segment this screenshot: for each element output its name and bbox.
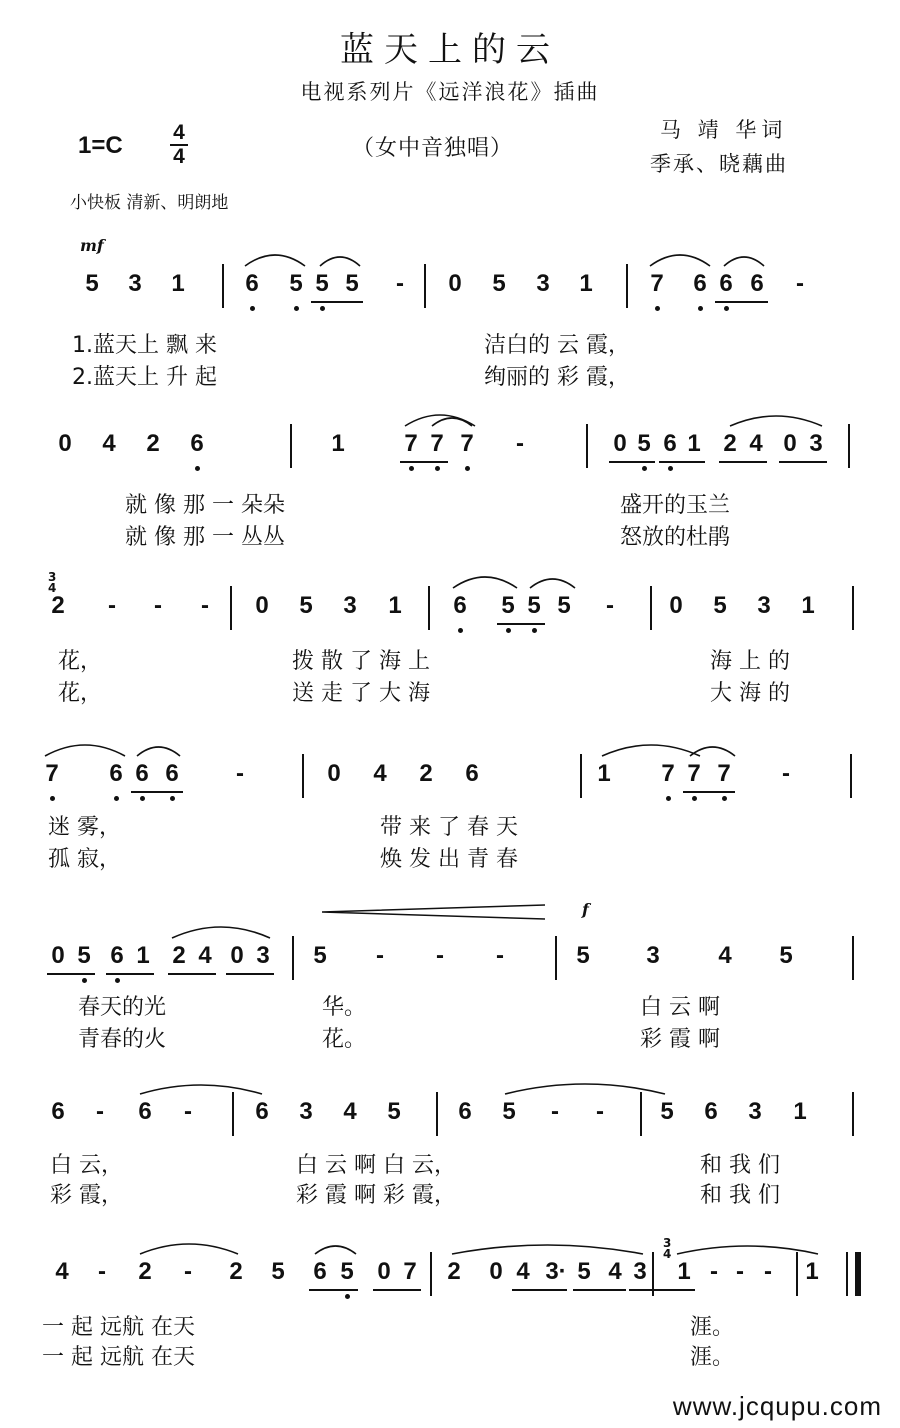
- note: -: [98, 1258, 106, 1285]
- note: 4: [198, 942, 212, 969]
- slur: [677, 1246, 818, 1254]
- note: 1: [171, 270, 185, 297]
- note: 5: [492, 270, 506, 297]
- lyric-line: 拨 散 了 海 上: [292, 649, 430, 674]
- note: 6: [165, 760, 179, 787]
- slur: [505, 1084, 665, 1094]
- note: -: [796, 270, 804, 297]
- note: 3: [757, 592, 771, 619]
- note: 5: [289, 270, 303, 297]
- site-watermark: www.jcqupu.com: [672, 1391, 882, 1421]
- lyric-line: 青春的火: [78, 1027, 167, 1052]
- note: -: [736, 1258, 744, 1285]
- note: 5: [713, 592, 727, 619]
- lyric-line: 迷 雾，: [48, 815, 121, 840]
- slur: [172, 927, 270, 938]
- note: 7: [430, 430, 444, 457]
- lyric-line: 花。: [322, 1027, 367, 1052]
- note: 1: [597, 760, 611, 787]
- note: 5: [660, 1098, 674, 1125]
- note: -: [606, 592, 614, 619]
- note: 2: [138, 1258, 152, 1285]
- note: 6: [313, 1258, 327, 1285]
- note: 2: [172, 942, 186, 969]
- note: 5: [85, 270, 99, 297]
- note: 0: [58, 430, 72, 457]
- note: 5: [271, 1258, 285, 1285]
- note: 0: [613, 430, 627, 457]
- slur: [530, 579, 575, 588]
- lyric-line: 就 像 那 一 丛丛: [125, 525, 285, 550]
- note: -: [396, 270, 404, 297]
- lyric-line: 彩 霞，: [50, 1183, 123, 1208]
- slur: [724, 257, 764, 266]
- meter-change-top: 3: [48, 570, 57, 584]
- lyric-line: 花，: [58, 681, 103, 706]
- lyric-line: 一 起 远航 在天: [42, 1345, 195, 1370]
- note: 3: [256, 942, 270, 969]
- lyric-line: 彩 霞 啊 彩 霞，: [296, 1183, 456, 1208]
- lyric-line: 1.蓝天上 飘 来: [72, 333, 217, 358]
- note: 3: [633, 1258, 647, 1285]
- song-subtitle: 电视系列片《远洋浪花》插曲: [300, 80, 600, 104]
- note: 6: [465, 760, 479, 787]
- dynamic-f: f: [582, 900, 589, 919]
- slur: [452, 1245, 643, 1254]
- lyric-line: 彩 霞 啊: [640, 1027, 720, 1052]
- note: 3: [809, 430, 823, 457]
- note: -: [236, 760, 244, 787]
- note: 1: [136, 942, 150, 969]
- note: 6: [110, 942, 124, 969]
- note: 5: [387, 1098, 401, 1125]
- slur: [315, 1246, 356, 1254]
- note: 3: [299, 1098, 313, 1125]
- lyric-line: 就 像 那 一 朵朵: [125, 493, 285, 518]
- composer-credit: 季承、晓藕曲: [650, 152, 788, 176]
- note: 6: [51, 1098, 65, 1125]
- note: 0: [489, 1258, 503, 1285]
- note: 6: [190, 430, 204, 457]
- note: 5: [340, 1258, 354, 1285]
- note: 7: [403, 1258, 417, 1285]
- note: 6: [704, 1098, 718, 1125]
- note: 0: [377, 1258, 391, 1285]
- note: 2: [146, 430, 160, 457]
- note: 0: [255, 592, 269, 619]
- note: 5: [502, 1098, 516, 1125]
- lyric-line: 白 云 啊 白 云，: [296, 1153, 456, 1178]
- note: -: [596, 1098, 604, 1125]
- meter-top: 4: [173, 121, 185, 144]
- note: 0: [448, 270, 462, 297]
- note: 7: [661, 760, 675, 787]
- note: 5: [77, 942, 91, 969]
- lyricist-credit: 马 靖 华词: [660, 118, 788, 142]
- note: -: [184, 1258, 192, 1285]
- note: -: [710, 1258, 718, 1285]
- note: 1: [331, 430, 345, 457]
- note: -: [782, 760, 790, 787]
- note: 3: [536, 270, 550, 297]
- note: 0: [230, 942, 244, 969]
- song-title: 蓝天上的云: [340, 30, 560, 70]
- note: 6: [458, 1098, 472, 1125]
- lyric-line: 涯。: [690, 1315, 735, 1340]
- lyric-line: 怒放的杜鹃: [620, 525, 731, 550]
- note: -: [154, 592, 162, 619]
- note: 5: [345, 270, 359, 297]
- note: -: [96, 1098, 104, 1125]
- lyric-line: 春天的光: [78, 995, 167, 1020]
- note: 1: [801, 592, 815, 619]
- dynamic-mf: mf: [80, 236, 104, 255]
- note: 5: [637, 430, 651, 457]
- note: 3: [128, 270, 142, 297]
- note: 6: [663, 430, 677, 457]
- note: 7: [717, 760, 731, 787]
- note: 4: [608, 1258, 622, 1285]
- slur: [45, 745, 125, 756]
- note: 4: [516, 1258, 530, 1285]
- lyric-line: 和 我 们: [700, 1183, 780, 1208]
- note: 7: [650, 270, 664, 297]
- lyric-line: 焕 发 出 青 春: [380, 847, 518, 872]
- note: -: [764, 1258, 772, 1285]
- hairpin: [322, 905, 545, 919]
- note: 5: [501, 592, 515, 619]
- note: 4: [55, 1258, 69, 1285]
- note: 4: [718, 942, 732, 969]
- lyric-line: 2.蓝天上 升 起: [72, 365, 217, 390]
- meter-change-bottom-2: 4: [663, 1247, 672, 1261]
- note: 3: [646, 942, 660, 969]
- note: 7: [687, 760, 701, 787]
- lyric-line: 带 来 了 春 天: [380, 815, 518, 840]
- note: 6: [693, 270, 707, 297]
- note: -: [184, 1098, 192, 1125]
- note: -: [376, 942, 384, 969]
- note: -: [516, 430, 524, 457]
- slur: [140, 1244, 238, 1254]
- note: 4: [343, 1098, 357, 1125]
- note: 5: [779, 942, 793, 969]
- lyric-line: 和 我 们: [700, 1153, 780, 1178]
- note: 3: [748, 1098, 762, 1125]
- note: 1: [677, 1258, 691, 1285]
- note: 2: [447, 1258, 461, 1285]
- note: 3·: [545, 1258, 567, 1285]
- note: 6: [255, 1098, 269, 1125]
- tempo-marking: 小快板 清新、明朗地: [70, 193, 229, 213]
- slur: [137, 747, 180, 756]
- meter-change-top-2: 3: [663, 1236, 672, 1250]
- slur: [730, 416, 822, 426]
- note: 4: [749, 430, 763, 457]
- note: 6: [138, 1098, 152, 1125]
- note: 0: [327, 760, 341, 787]
- meter-change-bottom: 4: [48, 581, 57, 595]
- lyric-line: 洁白的 云 霞，: [484, 333, 630, 358]
- note: 7: [404, 430, 418, 457]
- note: 2: [419, 760, 433, 787]
- slur: [453, 577, 517, 588]
- lyric-line: 涯。: [690, 1345, 735, 1370]
- note: 4: [102, 430, 116, 457]
- note: -: [436, 942, 444, 969]
- note: 1: [687, 430, 701, 457]
- voice-type: （女中音独唱）: [352, 136, 514, 161]
- key-signature: 1=C: [78, 132, 123, 159]
- lyric-line: 海 上 的: [710, 649, 790, 674]
- lyric-line: 大 海 的: [710, 681, 790, 706]
- note: 1: [805, 1258, 819, 1285]
- slur: [602, 745, 700, 756]
- lyric-line: 花，: [58, 649, 103, 674]
- lyric-line: 盛开的玉兰: [620, 493, 731, 518]
- lyric-line: 白 云 啊: [640, 995, 720, 1020]
- note: 6: [135, 760, 149, 787]
- note: -: [108, 592, 116, 619]
- note: 5: [557, 592, 571, 619]
- lyric-line: 华。: [322, 995, 367, 1020]
- note: 5: [315, 270, 329, 297]
- note: 2: [723, 430, 737, 457]
- note: 6: [109, 760, 123, 787]
- note: 5: [576, 942, 590, 969]
- note: 2: [51, 592, 65, 619]
- slur: [650, 255, 710, 266]
- note: 1: [579, 270, 593, 297]
- slur: [140, 1085, 262, 1094]
- lyric-line: 绚丽的 彩 霞，: [484, 365, 630, 390]
- note: 1: [388, 592, 402, 619]
- lyric-line: 白 云，: [50, 1153, 123, 1178]
- slur: [320, 257, 360, 266]
- slur: [245, 255, 305, 266]
- note: 5: [313, 942, 327, 969]
- note: 0: [51, 942, 65, 969]
- lyric-line: 一 起 远航 在天: [42, 1315, 195, 1340]
- note: 6: [719, 270, 733, 297]
- note: 7: [45, 760, 59, 787]
- note: -: [201, 592, 209, 619]
- note: 6: [245, 270, 259, 297]
- note: 4: [373, 760, 387, 787]
- note: 1: [793, 1098, 807, 1125]
- lyric-line: 送 走 了 大 海: [292, 681, 430, 706]
- note: 3: [343, 592, 357, 619]
- meter-bottom: 4: [173, 145, 185, 168]
- note: 5: [577, 1258, 591, 1285]
- note: -: [551, 1098, 559, 1125]
- note: 6: [750, 270, 764, 297]
- note: 0: [783, 430, 797, 457]
- slur: [432, 418, 472, 426]
- note: -: [496, 942, 504, 969]
- note: 5: [527, 592, 541, 619]
- note: 5: [299, 592, 313, 619]
- note: 6: [453, 592, 467, 619]
- note: 0: [669, 592, 683, 619]
- lyric-line: 孤 寂，: [48, 847, 121, 872]
- note: 7: [460, 430, 474, 457]
- note: 2: [229, 1258, 243, 1285]
